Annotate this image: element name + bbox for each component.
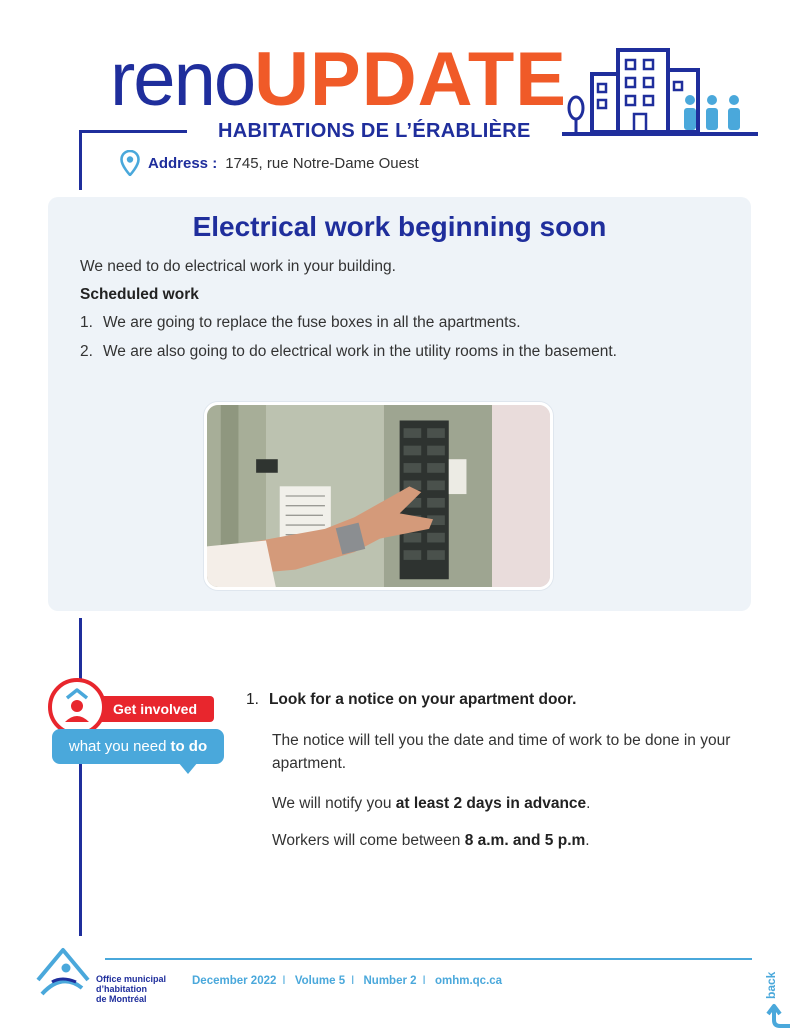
building-name: HABITATIONS DE L’ÉRABLIÈRE	[218, 120, 531, 142]
renoupdate-logo	[110, 36, 567, 122]
list-item-text: We are also going to do electrical work in the utility rooms in the basement.	[102, 343, 617, 360]
header-rule-horizontal	[79, 130, 187, 133]
location-pin-icon	[120, 150, 140, 176]
scheduled-work-list	[80, 314, 617, 372]
notify-suffix: .	[586, 795, 591, 812]
logo-reno-text: reno	[110, 37, 255, 122]
website-link[interactable]: omhm.qc.ca	[434, 975, 503, 987]
buildings-illustration	[562, 42, 758, 142]
what-to-do-tag	[52, 729, 224, 764]
omhm-line-3: de Montréal	[96, 994, 147, 1004]
workers-prefix: Workers will come between	[272, 832, 461, 849]
scheduled-work-heading: Scheduled work	[80, 286, 199, 303]
notify-prefix: We will notify you	[272, 795, 392, 812]
address-line	[120, 150, 419, 176]
list-item	[80, 343, 617, 361]
section-rule-vertical	[79, 618, 82, 936]
step-title: Look for a notice on your apartment door.	[268, 691, 577, 708]
speech-tail	[178, 762, 198, 774]
issue-number: Number 2	[363, 975, 417, 987]
person-alert-icon	[52, 682, 102, 732]
what-to-do-bold: to do	[170, 738, 208, 755]
omhm-logo-icon	[32, 942, 94, 1004]
address-value: 1745, rue Notre-Dame Ouest	[225, 154, 419, 172]
notice-paragraph: The notice will tell you the date and time of work to be done in your apartment.	[272, 732, 731, 772]
list-item-text: We are going to replace the fuse boxes in all the apartments.	[102, 314, 521, 331]
workers-paragraph	[272, 829, 742, 852]
notify-bold: at least 2 days in advance	[395, 795, 587, 812]
issue-date: December 2022	[192, 975, 277, 987]
address-label: Address :	[148, 154, 218, 172]
header-rule-vertical	[79, 130, 82, 190]
list-item-number: 1.	[80, 314, 93, 331]
omhm-line-2: d’habitation	[96, 984, 147, 994]
list-item	[80, 314, 617, 332]
what-to-do-prefix: what you need	[68, 738, 167, 755]
badge-circle	[48, 678, 106, 736]
electrical-work-card	[48, 197, 751, 611]
notify-paragraph	[272, 792, 742, 815]
workers-suffix: .	[585, 832, 590, 849]
publication-info: December 2022 I Volume 5 I Number 2 I omhm.qc.ca	[192, 975, 503, 987]
step-1	[246, 691, 576, 709]
workers-bold: 8 a.m. and 5 p.m	[464, 832, 586, 849]
card-intro: We need to do electrical work in your building.	[80, 258, 396, 275]
fuse-box-photo	[204, 402, 553, 590]
logo-update-text: UPDATE	[254, 37, 567, 122]
list-item-number: 2.	[80, 343, 93, 360]
footer-rule	[105, 958, 752, 960]
issue-volume: Volume 5	[294, 975, 346, 987]
card-title: Electrical work beginning soon	[192, 211, 607, 242]
omhm-name	[96, 974, 166, 1004]
back-link[interactable]: back	[764, 971, 778, 999]
step-number: 1.	[246, 691, 259, 708]
get-involved-badge: Get involved	[96, 696, 214, 722]
omhm-line-1: Office municipal	[96, 974, 167, 984]
